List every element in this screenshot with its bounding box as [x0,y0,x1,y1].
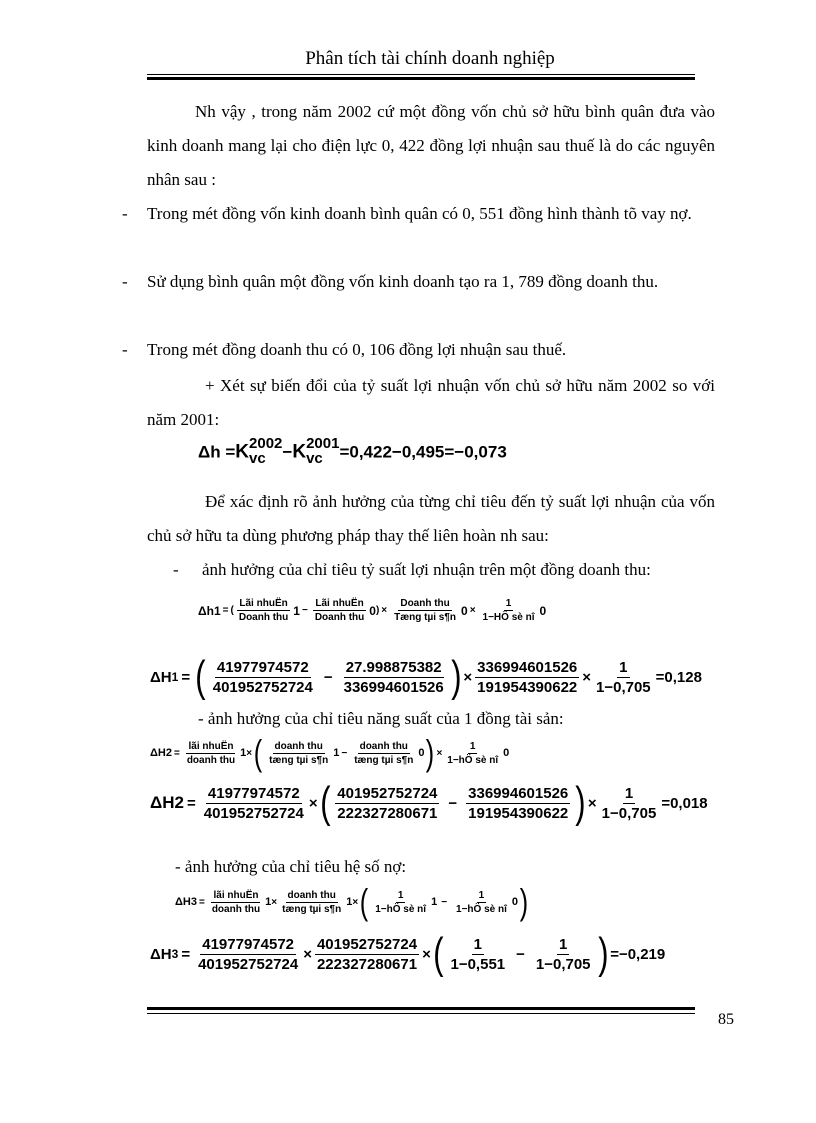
bullet-mark: - [173,560,179,579]
equation-3-symbolic: ΔH 3 = $\frac{\text{lãi nhuËn}}{\text{doanh thu}}$ 1 × $\frac{\text{doanh thu}}{\text{tæng tµi s¶n}}$ 1 × ( $\frac{1}{\text{1−hÖ sè nî}}$ 1 − $\frac{1}{\text{1−hÖ sè nî}}$ 0 ) [175,881,529,922]
header-rule-thick [147,77,695,80]
bullet-debt-ratio: Trong mét đồng vốn kinh doanh bình quân có 0, 551 đồng hình thành tõ vay nợ. [147,204,692,223]
paragraph-change: + Xét sự biến đổi của tỷ suất lợi nhuận vốn chủ sở hữu năm 2002 so với năm 2001: [147,376,715,429]
bullet-asset-turnover: Sử dụng bình quân một đồng vốn kinh doanh tạo ra 1, 789 đồng doanh thu. [147,272,659,291]
paragraph-method: Để xác định rõ ảnh hưởng của từng chỉ tiêu đến tỷ suất lợi nhuận của vốn chủ sở hữu ta dùng phương pháp thay thế liên hoàn nh sau: [147,492,715,545]
paragraph-intro: Nh vậy , trong năm 2002 cứ một đồng vốn chủ sở hữu bình quân đưa vào kinh doanh mang lại cho điện lực 0, 422 đồng lợi nhuận sau thuế là do các nguyên nhân sau : [147,102,715,189]
footer-rule-thick [147,1007,695,1010]
equation-1-symbolic: Δh 1 = ( $\frac{\text{Lãi nhuËn}}{\text{Doanh thu}}$ 1 − $\frac{\text{Lãi nhuËn}}{\text{Doanh thu}}$ 0 ) × $\frac{\text{Doanh thu}}{\text{Tæng tµi s¶n}}$ 0 × $\frac{1}{\text{1−HÖ sè nî}}$ 0 [198,598,547,623]
bullet-profit-margin: Trong mét đồng doanh thu có 0, 106 đồng lợi nhuận sau thuế. [147,340,567,359]
equation-2-numeric: ΔH 2 = $\frac{41977974572}{401952752724}$ × ( $\frac{401952752724}{222327280671}$ − $\frac{336994601526}{191954390622}$ ) × $\frac{1}{1-0,705}$ =0,018 [150,778,708,827]
equation-1-numeric: ΔH 1 = ( $\frac{41977974572}{401952752724}$ − $\frac{27.998875382}{336994601526}$ ) × $\frac{336994601526}{191954390622}$ × $\frac{1}{1-0,705}$ =0,128 [150,652,702,701]
bullet-mark: - [122,204,128,223]
page-number: 85 [718,1011,734,1028]
paragraph-effect-debt: - ảnh hưởng của chỉ tiêu hệ số nợ: [175,857,407,876]
equation-2-symbolic: ΔH 2 = $\frac{\text{lãi nhuËn}}{\text{doanh thu}}$ 1 × ( $\frac{\text{doanh thu}}{\text{tæng tµi s¶n}}$ 1 − $\frac{\text{doanh thu}}{\text{tæng tµi s¶n}}$ 0 ) × $\frac{1}{\text{1−hÖ sè nî}}$ 0 [150,732,510,773]
page-header-title: Phân tích tài chính doanh nghiệp [305,48,555,69]
bullet-mark: - [122,340,128,359]
paragraph-effect-asset: - ảnh hưởng của chỉ tiêu năng suất của 1 đồng tài sản: [198,709,564,728]
paragraph-effect-margin: ảnh hưởng của chỉ tiêu tỷ suất lợi nhuận trên một đồng doanh thu: [202,560,651,579]
equation-3-numeric: ΔH 3 = $\frac{41977974572}{401952752724}$ × $\frac{401952752724}{222327280671}$ × ( $\frac{1}{1-0,551}$ − $\frac{1}{1-0,705}$ ) =−0,219 [150,929,666,978]
header-rule-thin [147,74,695,75]
bullet-mark: - [122,272,128,291]
footer-rule-thin [147,1013,695,1014]
equation-delta-h: Δh =K 2002 vc −K 2001 vc =0,422−0,495=−0,073 [198,435,507,467]
